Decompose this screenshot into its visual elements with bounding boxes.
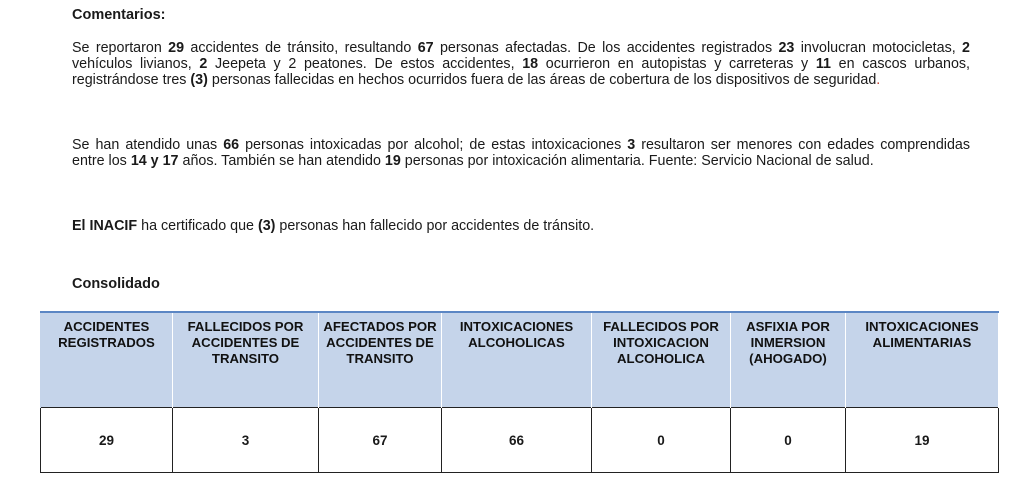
header-drowning: ASFIXIA POR INMERSION (AHOGADO)	[731, 312, 846, 408]
inacif-paragraph: El INACIF ha certificado que (3) personas han fallecido por accidentes de tránsito.	[72, 218, 595, 234]
cell-alcohol-intox: 66	[442, 408, 592, 473]
table-row	[41, 408, 999, 473]
consolidated-table	[40, 311, 999, 473]
header-food-intox: INTOXICACIONES ALIMENTARIAS	[846, 312, 999, 408]
consolidated-heading: Consolidado	[72, 276, 160, 292]
table-header-row	[41, 312, 999, 408]
cell-food-intox: 19	[846, 408, 999, 473]
comments-heading: Comentarios:	[72, 7, 166, 23]
intoxication-paragraph: Se han atendido unas 66 personas intoxicadas por alcohol; de estas intoxicaciones 3 resultaron ser menores con edades comprendidas entre los 14 y 17 años. También se han atendido 19 personas por intoxicación alimentaria. Fuente: Servicio Nacional de salud.	[72, 137, 971, 170]
cell-accidents: 29	[41, 408, 173, 473]
cell-alcohol-deaths: 0	[592, 408, 731, 473]
header-accidents: ACCIDENTES REGISTRADOS	[41, 312, 173, 408]
accidents-paragraph: Se reportaron 29 accidentes de tránsito, resultando 67 personas afectadas. De los accidentes registrados 23 involucran motocicletas, 2 vehículos livianos, 2 Jeepeta y 2 peatones. De estos accidentes, 18 ocurrieron en autopistas y carreteras y 11 en cascos urbanos, registrándose tres (3) personas fallecidas en hechos ocurridos fuera de las áreas de cobertura de los dispositivos de seguridad.	[72, 40, 971, 89]
header-alcohol-deaths: FALLECIDOS POR INTOXICACION ALCOHOLICA	[592, 312, 731, 408]
header-traffic-deaths: FALLECIDOS POR ACCIDENTES DE TRANSITO	[173, 312, 319, 408]
cell-drowning: 0	[731, 408, 846, 473]
cell-traffic-affected: 67	[319, 408, 442, 473]
header-alcohol-intox: INTOXICACIONES ALCOHOLICAS	[442, 312, 592, 408]
header-traffic-affected: AFECTADOS POR ACCIDENTES DE TRANSITO	[319, 312, 442, 408]
cell-traffic-deaths: 3	[173, 408, 319, 473]
